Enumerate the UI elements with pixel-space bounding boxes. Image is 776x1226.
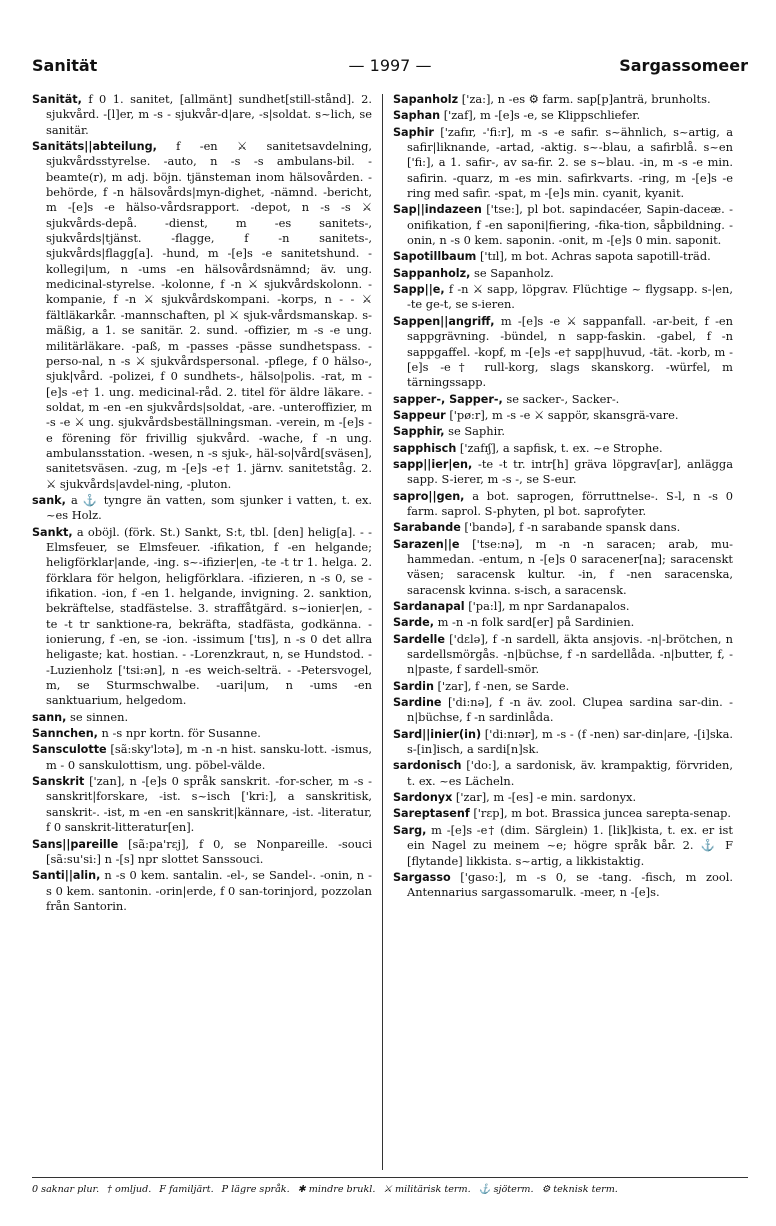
definition: a bot. saprogen, förruttnelse-. S-l, n -s 0 farm. saprol. S-phyten, pl bot. saprofyter. <box>407 488 733 518</box>
dictionary-entry <box>32 837 372 868</box>
dictionary-entry <box>393 314 733 391</box>
dictionary-entry <box>393 679 733 694</box>
definition: ['zaf], m -[e]s -e, se Klippschliefer. <box>440 108 641 123</box>
definition: m -[e]s -e ⚔ sappanfall. -ar-beit, f -en sappgrävning. -bündel, n sapp-faskin. -gabel, f -n sappgaffel. -kopf, m -[e]s -e† sapp|huvud, -tät. -korb, m -[e]s -e† rull-korg, slags skanskorg. -würfel, m tärningssapp. <box>407 313 733 390</box>
dictionary-entry <box>393 108 733 123</box>
header-last-headword: Sargassomeer <box>619 56 748 75</box>
definition: ['tɪl], m bot. Achras sapota sapotill-träd. <box>476 249 711 264</box>
dictionary-entry <box>393 758 733 789</box>
definition: ['di:nɪər], m -s - (f -nen) sar-din|are, -[i]ska. s-[in]isch, a sardi[n]sk. <box>407 726 733 757</box>
dictionary-entry <box>32 726 372 741</box>
dictionary-entry <box>32 92 372 138</box>
dictionary-entry <box>393 489 733 520</box>
dictionary-entry <box>393 202 733 248</box>
definition: a oböjl. (förk. St.) Sankt, S:t, tbl. [den] helig[a]. - -Elmsfeuer, se Elmsfeuer. -ifikation, f -en helgande; heligförklar|ande, -ing. s~-ifizier|en, -te -t tr 1. helga. 2. förklara för helgon, heligförklara. -ifizieren, n -s 0, se -ifikation. -ion, f -en 1. helgande, invigning. 2. sanktion, bekräftelse, stadfästelse. 3. straffåtgärd. s~ionier|en, -te -t tr sanktione-ra, bekräfta, stadfästa, godkänna. -ionierung, f -en, se -ion. -issimum ['tɪs], n -s 0 det allra heligaste; kat. hostian. - -Lorenzkraut, n, se Hundstod. - -Luzienholz ['tsi:ən], n -es weich-selträ. - -Petersvogel, m, se Sturmschwalbe. -uari|um, n -ums -en sanktuarium, helgedom. <box>46 524 372 708</box>
headword: Sarazen||e <box>393 537 460 551</box>
headword: sank, <box>32 493 66 507</box>
headword: Sans||pareille <box>32 837 119 851</box>
dictionary-entry <box>393 727 733 758</box>
dictionary-entry <box>393 249 733 264</box>
headword: Sareptasenf <box>393 807 470 821</box>
headword: Sappeur <box>393 408 446 422</box>
definition: se Sapanholz. <box>470 265 554 280</box>
definition: f -en ⚔ sanitetsavdelning, sjukvårdsstyrelse. -auto, n -s -s ambulans-bil. -beamte(r), m adj. böjn. tjänsteman inom hälsovården. -behörde, f -n hälsovårds|myn-dighet, -nämnd. -bericht, m -[e]s -e hälso-vårdsrapport. -depot, n -s -s ⚔ sjukvårds-depå. -dienst, m -es sanitets-, sjukvårds|tjänst. -flagge, f -n sanitets-, sjukvårds|flagg[a]. -hund, m -[e]s -e sanitetshund. -kollegi|um, n -ums -en hälsovårdsnämnd; äv. ung. medicinal-styrelse. -kolonne, f -n ⚔ sjukvårdskolonn. -kompanie, f -n ⚔ sjukvårdskompani. -korps, n - - ⚔ fältläkarkår. -mannschaften, pl ⚔ sjuk-vårdsmanskap. s-mäßig, a 1. se sanitär. 2. sund. -offizier, m -s -e ung. militärläkare. -paß, m -passes -pässe sundhetspass. -perso-nal, n -s ⚔ sjukvårdspersonal. -pflege, f 0 hälso-, sjuk|vård. -polizei, f 0 sundhets-, hälso|polis. -rat, m -[e]s -e† 1. ung. medicinal-råd. 2. titel för äldre läkare. -soldat, m -en -en sjukvårds|soldat, -are. -unteroffizier, m -s -e ⚔ ung. sjukvårdsbeställningsman. -verein, m -[e]s -e förening för frivillig sjukvård. -wache, f -n ung. ambulansstation. -wesen, n -s sjuk-, häl-so|vård[sväsen], sanitetsväsen. -zug, m -[e]s -e† 1. järnv. sanitetståg. 2. ⚔ sjukvårds|avdel-ning, -pluton. <box>46 139 372 491</box>
dictionary-entry <box>393 537 733 598</box>
definition: f -n ⚔ sapp, löpgrav. Flüchtige ~ flygsapp. s-|en, -te ge-t, se s-ieren. <box>407 282 733 312</box>
definition: ['tse:], pl bot. sapindacéer, Sapin-daceæ. -onifikation, f -en saponi|fiering, -fika-tion, såpbildning. -onin, n -s 0 kem. saponin. -onit, m -[e]s 0 min. saponit. <box>407 202 733 248</box>
dictionary-entry <box>393 92 733 107</box>
definition: ['pø:r], m -s -e ⚔ sappör, skansgrä-vare. <box>445 407 679 422</box>
headword: Sargasso <box>393 870 451 884</box>
footer-rule <box>32 1177 748 1178</box>
headword: sapphisch <box>393 441 457 455</box>
headword: Sardin <box>393 679 434 693</box>
definition: m -n -n folk sard[er] på Sardinien. <box>433 615 635 630</box>
legend-item: ⚙ teknisk term. <box>541 1184 618 1195</box>
headword: Sanität, <box>32 93 82 106</box>
headword: Sanskrit <box>32 775 85 789</box>
definition: ['zan], n -[e]s 0 språk sanskrit. -for-scher, m -s - sanskrit|forskare, -ist. s~isch ['kri:], a sanskritisk, sanskrit-. -ist, m -en -en sanskrit|kännare, -ist. -literatur, f 0 sanskrit-litteratur[en]. <box>46 774 372 835</box>
legend-item: ✱ mindre brukl. <box>297 1184 376 1195</box>
headword: Sardonyx <box>393 791 453 805</box>
definition: [sã:pa'rɛj], f 0, se Nonpareille. -souci [sã:su'si:] n -[s] npr slottet Sanssouci. <box>46 836 372 866</box>
dictionary-entry <box>393 392 733 407</box>
dictionary-entry <box>32 774 372 835</box>
definition: ['zafɪr, -'fi:r], m -s -e safir. s~ähnlich, s~artig, a safir|liknande, -artad, -aktig. s~-blau, a safirblå. s~en ['fi:], a 1. safir-, av sa-fir. 2. se s~blau. -in, m -s -e min. safirin. -quarz, m -es min. safirkvarts. -ring, m -[e]s -e ring med safir. -spat, m -[e]s min. cyanit, kyanit. <box>407 124 733 201</box>
dictionary-body <box>32 92 748 1172</box>
headword: Sardanapal <box>393 600 465 613</box>
headword: Sanitäts||abteilung, <box>32 140 157 154</box>
dictionary-entry <box>393 266 733 281</box>
definition: -te -t tr. intr[h] gräva löpgrav[ar], anlägga sapp. S-ierer, m -s -, se S-eur. <box>407 456 733 487</box>
page-number: — 1997 — <box>348 56 432 75</box>
definition: a ⚓ tyngre än vatten, som sjunker i vatten, t. ex. ~es Holz. <box>46 492 372 523</box>
dictionary-entry <box>393 806 733 821</box>
headword: sapper-, Sapper-, <box>393 392 503 406</box>
definition: ['pa:l], m npr Sardanapalos. <box>464 599 630 613</box>
definition: ['zar], f -nen, se Sarde. <box>433 678 570 693</box>
headword: Sapp||e, <box>393 283 445 297</box>
headword: Sappanholz, <box>393 266 471 280</box>
dictionary-entry <box>32 525 372 709</box>
dictionary-entry <box>32 868 372 914</box>
legend-item: P lägre språk. <box>221 1184 290 1195</box>
dictionary-entry <box>393 282 733 313</box>
dictionary-entry <box>393 695 733 726</box>
headword: sapp||ier|en, <box>393 457 473 471</box>
definition: ['tse:nə], m -n -n saracen; arab, mu-hammedan. -entum, n -[e]s 0 saracener[na]; saracenskt väsen; saracensk kultur. -in, f -nen saracenska, saracensk kvinna. s-isch, a saracensk. <box>407 536 733 597</box>
headword: Sarg, <box>393 823 427 837</box>
dictionary-entry <box>393 408 733 423</box>
right-column <box>393 92 733 1172</box>
dictionary-entry <box>393 520 733 535</box>
definition: ['za:], n -es ⚙ farm. sap[p]anträ, brunholts. <box>458 92 711 106</box>
page-header <box>32 56 748 86</box>
legend-item: ⚔ militärisk term. <box>383 1184 471 1195</box>
headword: Sarde, <box>393 616 434 630</box>
definition: ['zafɪʃ], a sapfisk, t. ex. ~e Strophe. <box>456 440 663 455</box>
definition: ['dɛlə], f -n sardell, äkta ansjovis. -n|-brötchen, n sardellsmörgås. -n|büchse, f -n sardellåda. -n|butter, f, -n|paste, f sardell-smör. <box>407 631 733 677</box>
definition: f 0 1. sanitet, [allmänt] sundhet[still-stånd]. 2. sjukvård. -[l]er, m -s - sjukvår-d|are, -s|soldat. s~lich, se sanitär. <box>46 92 372 137</box>
legend-item: 0 saknar plur. <box>32 1184 100 1195</box>
headword: Sappen||angriff, <box>393 314 495 328</box>
dictionary-entry <box>32 493 372 524</box>
headword: Sapphir, <box>393 425 445 439</box>
definition: n -s npr kortn. för Susanne. <box>97 726 261 741</box>
dictionary-entry <box>393 632 733 678</box>
headword: sardonisch <box>393 759 462 773</box>
definition: ['zar], m -[es] -e min. sardonyx. <box>452 790 637 805</box>
dictionary-entry <box>32 139 372 492</box>
definition: ['do:], a sardonisk, äv. krampaktig, förvriden, t. ex. ~es Lächeln. <box>407 758 733 788</box>
column-divider <box>382 94 383 1170</box>
dictionary-entry <box>393 441 733 456</box>
headword: Sard||inier(in) <box>393 727 482 741</box>
dictionary-entry <box>393 457 733 488</box>
headword: Santi||alin, <box>32 869 101 883</box>
headword: Sap||indazeen <box>393 203 482 217</box>
dictionary-entry <box>393 823 733 869</box>
definition: ['di:nə], f -n äv. zool. Clupea sardina sar-din. -n|büchse, f -n sardinlåda. <box>407 695 733 725</box>
definition: ['rɛp], m bot. Brassica juncea sarepta-senap. <box>469 806 732 821</box>
dictionary-entry <box>393 870 733 901</box>
headword: Sannchen, <box>32 727 98 741</box>
definition: ['bandə], f -n sarabande spansk dans. <box>460 520 681 535</box>
headword: Sapotillbaum <box>393 250 477 264</box>
header-first-headword: Sanität <box>32 56 98 75</box>
dictionary-entry <box>393 424 733 439</box>
dictionary-entry <box>393 125 733 202</box>
dictionary-entry <box>32 742 372 773</box>
abbreviation-legend <box>32 1184 748 1195</box>
definition: m -[e]s -e† (dim. Särglein) 1. [lik]kista, t. ex. er ist ein Nagel zu meinem ~e; högre språk bår. 2. ⚓ F [flytande] likkista. s~artig, a likkistaktig. <box>407 822 733 868</box>
definition: se sacker-, Sacker-. <box>502 391 620 406</box>
headword: Sardine <box>393 696 442 710</box>
left-column <box>32 92 372 1172</box>
dictionary-entry <box>393 615 733 630</box>
headword: sann, <box>32 710 67 724</box>
headword: Sankt, <box>32 525 73 539</box>
legend-item: ⚓ sjöterm. <box>478 1184 534 1195</box>
dictionary-entry <box>393 790 733 805</box>
dictionary-entry <box>393 599 733 614</box>
headword: Sardelle <box>393 632 445 646</box>
headword: Sapanholz <box>393 93 459 106</box>
dictionary-entry <box>32 710 372 725</box>
legend-item: F familjärt. <box>159 1184 214 1195</box>
definition: n -s 0 kem. santalin. -el-, se Sandel-. -onin, n -s 0 kem. santonin. -orin|erde, f 0 san-torinjord, pozzolan från Santorin. <box>46 868 372 913</box>
definition: [sã:sky'lɔtə], m -n -n hist. sansku-lott. -ismus, m - 0 sanskulottism, ung. pöbel-välde. <box>46 742 372 772</box>
definition: se sinnen. <box>66 709 129 724</box>
definition: ['gaso:], m -s 0, se -tang. -fisch, m zool. Antennarius sargassomarulk. -meer, n -[e]s. <box>407 869 733 900</box>
headword: Sansculotte <box>32 743 107 757</box>
headword: Saphan <box>393 109 441 123</box>
definition: se Saphir. <box>444 424 506 439</box>
headword: Saphir <box>393 125 434 139</box>
headword: sapro||gen, <box>393 489 465 503</box>
headword: Sarabande <box>393 521 461 535</box>
legend-item: † omljud. <box>107 1184 152 1195</box>
